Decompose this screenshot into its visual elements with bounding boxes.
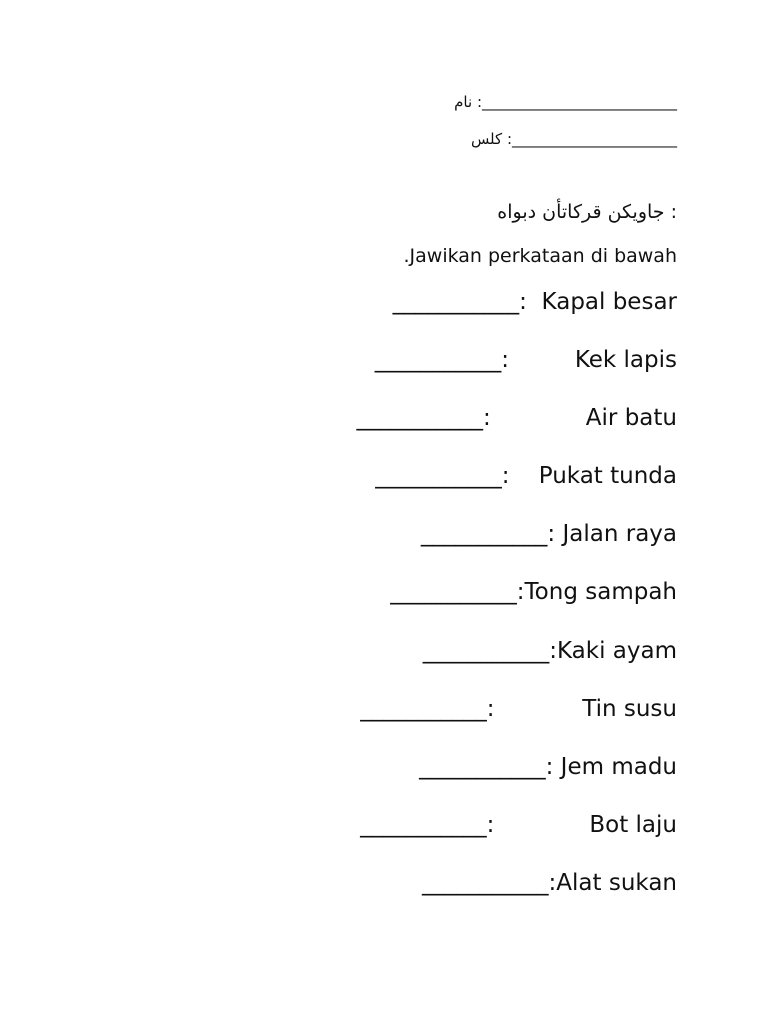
list-item: ___________: Tin susu (360, 696, 677, 722)
list-item: ___________: Kek lapis (374, 347, 677, 373)
list-item: ___________: Air batu (356, 405, 677, 431)
class-field-line: كلس :______________________ (470, 130, 677, 148)
list-item: ___________:Alat sukan (422, 870, 677, 896)
list-item: ___________: Kapal besar (392, 289, 677, 315)
list-item: ___________: Jem madu (419, 754, 677, 780)
list-item: ___________: Pukat tunda (375, 463, 677, 489)
list-item: ___________: Bot laju (360, 812, 677, 838)
list-item: ___________:Kaki ayam (422, 638, 677, 664)
instruction-text: .Jawikan perkataan di bawah (403, 245, 677, 267)
name-field-line: نام :__________________________ (454, 93, 677, 111)
list-item: ___________:Tong sampah (390, 579, 677, 605)
jawi-heading: جاويكن قركاتأن دبواه : (497, 201, 677, 223)
list-item: ___________: Jalan raya (420, 521, 677, 547)
